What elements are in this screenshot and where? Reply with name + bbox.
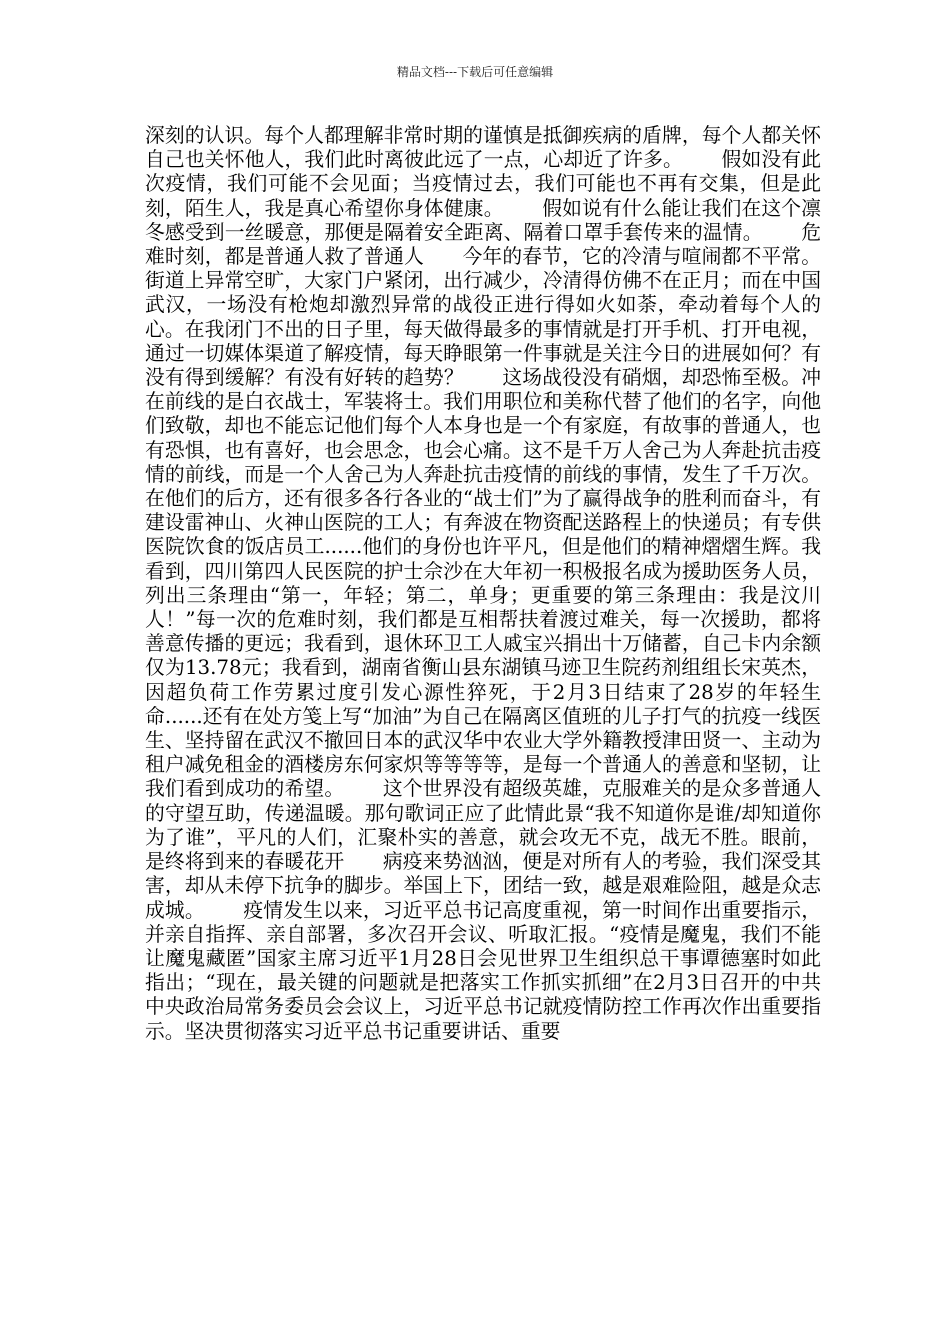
- body-paragraph: 深刻的认识。每个人都理解非常时期的谨慎是抵御疾病的盾牌，每个人都关怀自己也关怀他人，我们此时离彼此远了一点，心却近了许多。 假如没有此次疫情，我们可能不会见面；当疫情过去，我们可能也不再有交集，但是此刻，陌生人，我是真心希望你身体健康。 假如说有什么能让我们在这个凛冬感受到一丝暖意，那便是隔着安全距离、隔着口罩手套传来的温情。 危难时刻，都是普通人救了普通人 今年的春节，它的冷清与喧闹都不平常。 街道上异常空旷，大家门户紧闭，出行减少，冷清得仿佛不在正月；而在中国武汉，一场没有枪炮却激烈异常的战役正进行得如火如荼，牵动着每个人的心。在我闭门不出的日子里，每天做得最多的事情就是打开手机、打开电视，通过一切媒体渠道了解疫情，每天睁眼第一件事就是关注今日的进展如何？有没有得到缓解？有没有好转的趋势？ 这场战役没有硝烟，却恐怖至极。冲在前线的是白衣战士，军装将士。我们用职位和美称代替了他们的名字，向他们致敬，却也不能忘记他们每个人本身也是一个有家庭，有故事的普通人，也有恐惧，也有喜好，也会思念，也会心痛。这不是千万人舍己为人奔赴抗击疫情的前线，而是一个人舍己为人奔赴抗击疫情的前线的事情，发生了千万次。 在他们的后方，还有很多各行各业的“战士们”为了赢得战争的胜利而奋斗，有建设雷神山、火神山医院的工人；有奔波在物资配送路程上的快递员；有专供医院饮食的饭店员工......他们的身份也许平凡，但是他们的精神熠熠生辉。我看到，四川第四人民医院的护士佘沙在大年初一积极报名成为援助医务人员，列出三条理由“第一，年轻；第二，单身；更重要的第三条理由：我是汶川人！”每一次的危难时刻，我们都是互相帮扶着渡过难关，每一次援助，都将善意传播的更远；我看到，退休环卫工人戚宝兴捐出十万储蓄，自己卡内余额仅为13.78元；我看到，湖南省衡山县东湖镇马迹卫生院药剂组组长宋英杰，因超负荷工作劳累过度引发心源性猝死，于2月3日结束了28岁的年轻生命......还有在处方笺上写“加油”为自己在隔离区值班的儿子打气的抗疫一线医生、坚持留在武汉不撤回日本的武汉华中农业大学外籍教授津田贤一、主动为租户减免租金的酒楼房东何家炽等等等等，是每一个普通人的善意和坚韧，让我们看到成功的希望。 这个世界没有超级英雄，克服难关的是众多普通人的守望互助，传递温暖。那句歌词正应了此情此景“我不知道你是谁/却知道你为了谁”，平凡的人们，汇聚朴实的善意，就会攻无不克，战无不胜。眼前，是终将到来的春暖花开 病疫来势汹汹，便是对所有人的考验，我们深受其害，却从未停下抗争的脚步。举国上下，团结一致，越是艰难险阻，越是众志成城。 疫情发生以来，习近平总书记高度重视，第一时间作出重要指示，并亲自指挥、亲自部署，多次召开会议、听取汇报。“疫情是魔鬼，我们不能让魔鬼藏匿”国家主席习近平1月28日会见世界卫生组织总干事谭德塞时如此指出；“现在，最关键的问题就是把落实工作抓实抓细”在2月3日召开的中共中央政治局常务委员会会议上，习近平总书记就疫情防控工作再次作出重要指示。坚决贯彻落实习近平总书记重要讲话、重要: [145, 124, 859, 1043]
- document-body: [145, 124, 859, 1044]
- page-header: 精品文档---下载后可任意编辑: [396, 65, 554, 79]
